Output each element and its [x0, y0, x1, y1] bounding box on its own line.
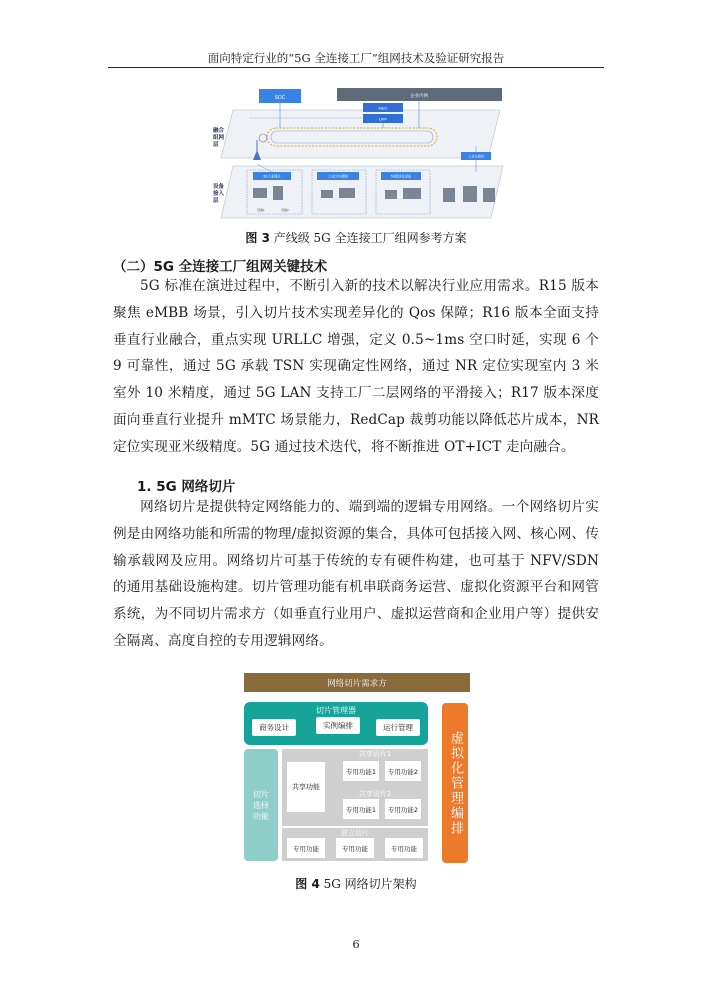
dedicated-function-1b: 专用功能1 [343, 799, 379, 819]
shared-slice-1-title: 共享切片1 [358, 750, 392, 758]
layer-converged-label: 融合组网层 [213, 128, 225, 148]
page-number: 6 [352, 937, 360, 951]
figure-3-network-diagram [205, 80, 510, 225]
figure-4-slicing-diagram [244, 673, 470, 867]
dedicated-function-3b: 专用功能 [336, 838, 374, 858]
paragraph-1 [113, 273, 599, 461]
layer-access-label: 设备接入层 [213, 184, 225, 204]
device-a-label: 设备1 [257, 208, 265, 212]
dedicated-function-3c: 专用功能 [385, 838, 423, 858]
cpe-label: 工业CPE/模组 [327, 174, 349, 179]
paragraph-2-text: 网络切片是提供特定网络能力的、端到端的逻辑专用网络。一个网络切片实例是由网络功能和所需的物理/虚拟资源的集合，具体可包括接入网、核心网、传输承载网及应用。网络切片可基于传统的专有硬件构建，也可基于 NFV/SDN 的通用基础设施构建。切片管理功能有机串联商务运营、虚拟化资源平台和网管系统，为不同切片需求方（如垂直行业用户、虚拟运营商和企业用户等）提供安全隔离、高度自控的专用逻辑网络。 [113, 499, 599, 649]
slice-manager-panel [244, 702, 428, 745]
instance-orchestration-box: 实例编排 [316, 717, 360, 734]
shared-slice-2-title: 共享切片2 [358, 790, 392, 798]
operation-management-box: 运行管理 [376, 719, 420, 736]
shared-function-box: 共享功能 [286, 761, 326, 813]
section-heading: （二）5G 全连接工厂组网关键技术 [113, 259, 328, 275]
dedicated-function-1a: 专用功能1 [343, 761, 379, 781]
figure-3-caption: 图 3 产线级 5G 全连接工厂组网参考方案 [245, 231, 467, 245]
header-rule [108, 67, 604, 68]
enterprise-net-label: 企业内网 [410, 93, 428, 98]
subsection-heading: 1. 5G 网络切片 [137, 479, 236, 495]
dedicated-function-2b: 专用功能2 [385, 799, 421, 819]
soc-label: SOC [274, 95, 286, 101]
paragraph-2 [113, 494, 599, 655]
slice-demand-bar: 网络切片需求方 [244, 673, 470, 692]
paragraph-1-text: 5G 标准在演进过程中，不断引入新的技术以解决行业应用需求。R15 版本聚焦 eMBB 场景，引入切片技术实现差异化的 Qos 保障；R16 版本全面支持垂直行业融合，重点实现 URLLC 增强，定义 0.5~1ms 空口时延，实现 6 个 9 可靠性，通过 5G 承载 TSN 实现确定性网络，通过 NR 定位实现室内 3 米室外 10 米精度，通过 5G LAN 支持工厂二层网络的平滑接入；R17 版本深度面向垂直行业提升 mMTC 场景能力，RedCap 裁剪功能以降低芯片成本，NR 定位实现亚米级精度。5G 通过技术迭代，将不断推进 OT+ICT 走向融合。 [113, 278, 599, 455]
business-design-box: 商务设计 [252, 719, 296, 736]
independent-slice [282, 828, 428, 861]
dedicated-function-3a: 专用功能 [287, 838, 325, 858]
slice-manager-title: 切片管理器 [316, 706, 356, 715]
mec-label: MEC [378, 105, 388, 111]
device-b-label: 设备2 [281, 208, 289, 212]
upf-label: UPF [379, 116, 387, 122]
independent-slice-title: 独立切片 [341, 829, 369, 837]
gateway-label: 5G工业网关 [263, 174, 281, 179]
module-label: 5G模块化设备 [390, 174, 412, 179]
figure-4-caption: 图 4 5G 网络切片架构 [295, 877, 417, 891]
dedicated-function-2a: 专用功能2 [385, 761, 421, 781]
running-header: 面向特定行业的“5G 全连接工厂”组网技术及验证研究报告 [207, 51, 505, 65]
industrial-switch-label: 工业交换机 [468, 154, 484, 159]
virtualization-orchestration-column: 虚拟化管理编排 [442, 703, 468, 863]
slice-selection-column: 切片选择功能 [244, 749, 278, 861]
